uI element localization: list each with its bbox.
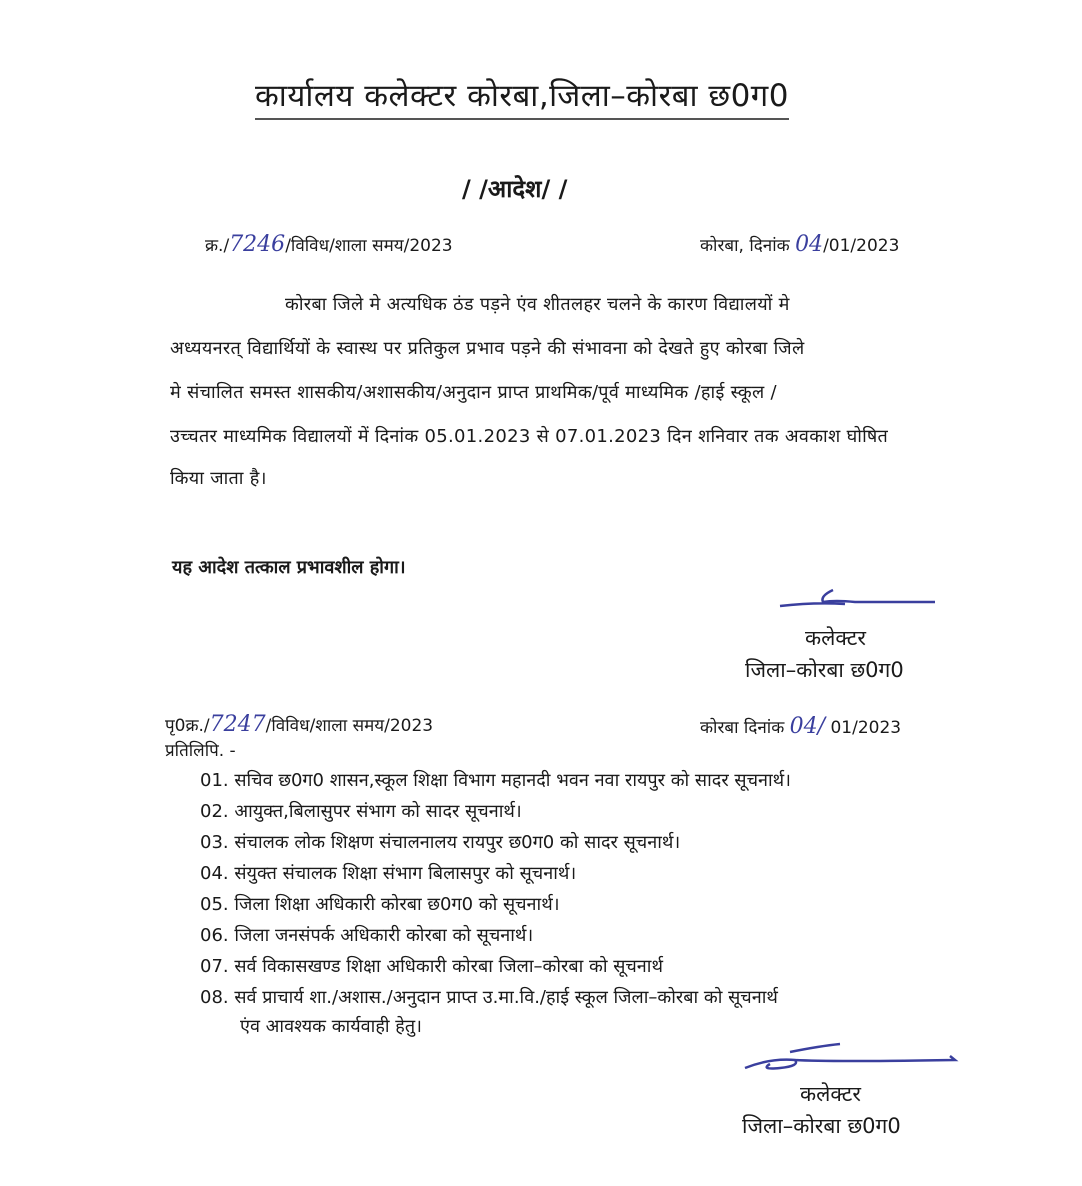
order-reference	[205, 232, 453, 257]
signature-2-designation: कलेक्टर	[800, 1082, 861, 1106]
copy-date	[700, 714, 901, 739]
copy-date-rest: 01/2023	[830, 718, 902, 738]
body-line-4: उच्चतर माध्यमिक विद्यालयों में दिनांक 05.01.2023 से 07.01.2023 दिन शनिवार तक अवकाश घोषित	[170, 426, 889, 447]
order-number-handwritten: 7246	[229, 232, 286, 257]
copy-ref-prefix: पृ0क्र./	[165, 716, 210, 736]
signature-2-district: जिला–कोरबा छ0ग0	[742, 1114, 901, 1138]
order-ref-prefix: क्र./	[205, 236, 230, 256]
signature-1-icon	[775, 580, 945, 615]
order-place-date-label: कोरबा, दिनांक	[700, 236, 790, 256]
order-date	[700, 232, 899, 257]
order-ref-suffix: /विविध/शाला समय/2023	[285, 236, 453, 256]
copy-item-8-continuation: एंव आवश्यक कार्यवाही हेतु।	[240, 1016, 422, 1037]
copy-date-handwritten: 04/	[789, 714, 826, 739]
copy-item-3: 03. संचालक लोक शिक्षण संचालनालय रायपुर छ0ग0 को सादर सूचनार्थ।	[200, 832, 681, 853]
signature-2-icon	[740, 1040, 960, 1075]
order-heading: / /आदेश/ /	[462, 175, 568, 203]
copy-label: प्रतिलिपि. -	[165, 741, 236, 761]
copy-item-6: 06. जिला जनसंपर्क अधिकारी कोरबा को सूचनार्थ।	[200, 925, 534, 946]
copy-number-handwritten: 7247	[209, 712, 266, 737]
order-date-handwritten: 04	[795, 232, 824, 257]
copy-reference	[165, 712, 433, 737]
signature-1-district: जिला–कोरबा छ0ग0	[745, 658, 904, 682]
body-line-3: मे संचालित समस्त शासकीय/अशासकीय/अनुदान प्राप्त प्राथमिक/पूर्व माध्यमिक /हाई स्कूल /	[170, 382, 777, 403]
signature-1-designation: कलेक्टर	[805, 626, 866, 650]
copy-item-8: 08. सर्व प्राचार्य शा./अशास./अनुदान प्राप्त उ.मा.वि./हाई स्कूल जिला–कोरबा को सूचनार्थ	[200, 987, 778, 1008]
copy-item-4: 04. संयुक्त संचालक शिक्षा संभाग बिलासपुर को सूचनार्थ।	[200, 863, 577, 884]
body-line-1: कोरबा जिले मे अत्यधिक ठंड पड़ने एंव शीतलहर चलने के कारण विद्यालयों मे	[285, 294, 790, 315]
copy-ref-suffix: /विविध/शाला समय/2023	[265, 716, 434, 736]
copy-item-2: 02. आयुक्त,बिलासुपर संभाग को सादर सूचनार्थ।	[200, 801, 522, 822]
body-line-5: किया जाता है।	[170, 468, 267, 489]
effect-statement: यह आदेश तत्काल प्रभावशील होगा।	[172, 557, 406, 578]
copy-item-7: 07. सर्व विकासखण्ड शिक्षा अधिकारी कोरबा जिला–कोरबा को सूचनार्थ	[200, 956, 663, 977]
order-date-rest: /01/2023	[823, 236, 900, 256]
office-title: कार्यालय कलेक्टर कोरबा,जिला–कोरबा छ0ग0	[255, 74, 789, 120]
body-line-2: अध्ययनरत् विद्यार्थियों के स्वास्थ पर प्रतिकुल प्रभाव पड़ने की संभावना को देखते हुए कोरबा जिले	[170, 338, 805, 359]
copy-place-date-label: कोरबा दिनांक	[700, 718, 785, 738]
copy-item-1: 01. सचिव छ0ग0 शासन,स्कूल शिक्षा विभाग महानदी भवन नवा रायपुर को सादर सूचनार्थ।	[200, 770, 791, 791]
copy-item-5: 05. जिला शिक्षा अधिकारी कोरबा छ0ग0 को सूचनार्थ।	[200, 894, 560, 915]
